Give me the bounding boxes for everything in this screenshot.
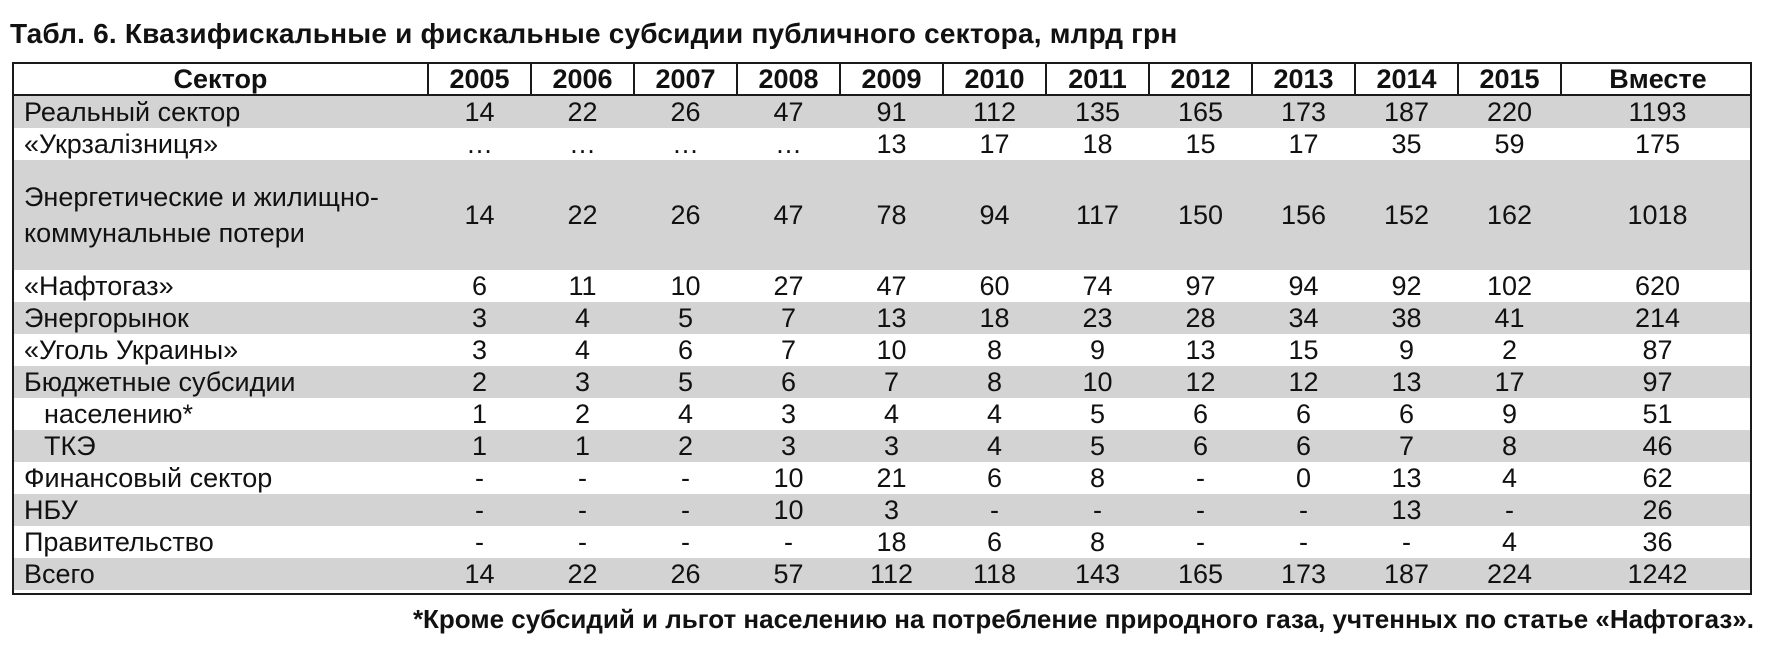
value-cell: 13 xyxy=(1391,463,1422,493)
value-cell: 3 xyxy=(780,399,797,429)
value-cell: 17 xyxy=(979,129,1010,159)
value-cell: 6 xyxy=(986,463,1003,493)
value-cell: 5 xyxy=(1046,430,1149,462)
header-cell: 2015 xyxy=(1458,64,1561,95)
table-row xyxy=(14,334,1752,366)
subsidies-table xyxy=(12,62,1752,595)
value-cell: 26 xyxy=(634,558,737,590)
value-cell: 187 xyxy=(1355,95,1458,128)
table-row xyxy=(14,366,1752,398)
value-cell: 187 xyxy=(1355,558,1458,590)
value-cell: 22 xyxy=(531,558,634,590)
value-cell: 4 xyxy=(1501,463,1518,493)
value-cell: 10 xyxy=(773,463,804,493)
row-label: НБУ xyxy=(14,494,428,526)
value-cell: 4 xyxy=(574,335,591,365)
value-cell: - xyxy=(784,527,793,557)
table-row xyxy=(14,430,1752,462)
value-cell: - xyxy=(1196,463,1205,493)
value-cell: 152 xyxy=(1355,160,1458,270)
value-cell: 28 xyxy=(1149,302,1252,334)
value-cell: - xyxy=(475,527,484,557)
value-cell: 0 xyxy=(1295,463,1312,493)
value-cell: 3 xyxy=(840,430,943,462)
value-cell: 9 xyxy=(1089,335,1106,365)
value-cell: 12 xyxy=(1252,366,1355,398)
value-cell: 91 xyxy=(840,95,943,128)
header-cell: 2012 xyxy=(1149,64,1252,95)
value-cell: … xyxy=(775,129,802,159)
header-cell: 2011 xyxy=(1046,64,1149,95)
value-cell: … xyxy=(466,129,493,159)
value-cell: 34 xyxy=(1252,302,1355,334)
row-label: Реальный сектор xyxy=(14,95,428,128)
row-label: Финансовый сектор xyxy=(24,463,273,493)
value-cell: 10 xyxy=(737,494,840,526)
value-cell: 13 xyxy=(1355,494,1458,526)
value-cell: 112 xyxy=(840,558,943,590)
value-cell: 150 xyxy=(1149,160,1252,270)
value-cell: 1 xyxy=(428,430,531,462)
value-cell: 13 xyxy=(1185,335,1216,365)
value-cell: 18 xyxy=(1082,129,1113,159)
total-cell: 214 xyxy=(1561,302,1752,334)
table-row xyxy=(14,95,1752,128)
value-cell: - xyxy=(578,527,587,557)
value-cell: 14 xyxy=(428,160,531,270)
row-label: Энергетические и жилищно-коммунальные потери xyxy=(14,160,428,270)
value-cell: 18 xyxy=(876,527,907,557)
value-cell: - xyxy=(681,463,690,493)
total-cell: 87 xyxy=(1642,335,1673,365)
value-cell: 3 xyxy=(471,335,488,365)
total-cell: 1193 xyxy=(1561,95,1752,128)
total-cell: 46 xyxy=(1561,430,1752,462)
value-cell: - xyxy=(634,494,737,526)
value-cell: 4 xyxy=(677,399,694,429)
value-cell: 117 xyxy=(1046,160,1149,270)
value-cell: 97 xyxy=(1185,271,1216,301)
value-cell: … xyxy=(672,129,699,159)
value-cell: 57 xyxy=(737,558,840,590)
value-cell: 13 xyxy=(876,129,907,159)
value-cell: 7 xyxy=(737,302,840,334)
value-cell: 2 xyxy=(574,399,591,429)
value-cell: 17 xyxy=(1288,129,1319,159)
value-cell: 6 xyxy=(1398,399,1415,429)
value-cell: 3 xyxy=(737,430,840,462)
row-label: Энергорынок xyxy=(14,302,428,334)
value-cell: 23 xyxy=(1046,302,1149,334)
value-cell: 6 xyxy=(737,366,840,398)
value-cell: 1 xyxy=(531,430,634,462)
value-cell: 7 xyxy=(840,366,943,398)
row-label: Всего xyxy=(14,558,428,590)
value-cell: 92 xyxy=(1391,271,1422,301)
value-cell: - xyxy=(1149,494,1252,526)
value-cell: 13 xyxy=(1355,366,1458,398)
value-cell: 59 xyxy=(1494,129,1525,159)
value-cell: 10 xyxy=(670,271,701,301)
value-cell: 156 xyxy=(1252,160,1355,270)
header-row xyxy=(14,64,1752,95)
value-cell: 60 xyxy=(979,271,1010,301)
value-cell: 9 xyxy=(1398,335,1415,365)
value-cell: 41 xyxy=(1458,302,1561,334)
value-cell: 3 xyxy=(531,366,634,398)
value-cell: - xyxy=(943,494,1046,526)
value-cell: 7 xyxy=(1355,430,1458,462)
value-cell: 118 xyxy=(943,558,1046,590)
total-cell: 26 xyxy=(1561,494,1752,526)
value-cell: 162 xyxy=(1458,160,1561,270)
row-label: «Уголь Украины» xyxy=(24,335,239,365)
value-cell: 14 xyxy=(428,558,531,590)
footnote: *Кроме субсидий и льгот населению на потребление природного газа, учтенных по статье «Нафтогаз». xyxy=(412,604,1754,634)
value-cell: 35 xyxy=(1391,129,1422,159)
table-row xyxy=(14,494,1752,526)
row-label: населению* xyxy=(44,399,194,429)
value-cell: 173 xyxy=(1252,558,1355,590)
value-cell: 135 xyxy=(1046,95,1149,128)
header-cell: Вместе xyxy=(1561,64,1752,95)
total-cell: 36 xyxy=(1642,527,1673,557)
value-cell: 74 xyxy=(1082,271,1113,301)
value-cell: - xyxy=(1196,527,1205,557)
value-cell: - xyxy=(475,463,484,493)
value-cell: 3 xyxy=(840,494,943,526)
value-cell: 7 xyxy=(780,335,797,365)
value-cell: 15 xyxy=(1288,335,1319,365)
row-label: Бюджетные субсидии xyxy=(14,366,428,398)
value-cell: 4 xyxy=(1501,527,1518,557)
value-cell: 10 xyxy=(1046,366,1149,398)
value-cell: 10 xyxy=(876,335,907,365)
value-cell: 6 xyxy=(1149,430,1252,462)
header-cell: 2005 xyxy=(428,64,531,95)
value-cell: 6 xyxy=(1252,430,1355,462)
value-cell: 15 xyxy=(1185,129,1216,159)
total-cell: 175 xyxy=(1634,129,1681,159)
value-cell: - xyxy=(428,494,531,526)
value-cell: 18 xyxy=(943,302,1046,334)
value-cell: 11 xyxy=(568,271,597,301)
total-cell: 97 xyxy=(1561,366,1752,398)
value-cell: 165 xyxy=(1149,95,1252,128)
value-cell: 4 xyxy=(986,399,1003,429)
value-cell: 102 xyxy=(1486,271,1533,301)
value-cell: 5 xyxy=(1089,399,1106,429)
value-cell: 26 xyxy=(634,160,737,270)
row-label: Правительство xyxy=(24,527,214,557)
table-row xyxy=(14,160,1752,270)
value-cell: 6 xyxy=(471,271,488,301)
row-label: «Укрзалізниця» xyxy=(24,129,219,159)
row-label: ТКЭ xyxy=(14,430,428,462)
value-cell: 224 xyxy=(1458,558,1561,590)
value-cell: 8 xyxy=(943,366,1046,398)
value-cell: 9 xyxy=(1501,399,1518,429)
table-row xyxy=(14,398,1752,430)
value-cell: 143 xyxy=(1046,558,1149,590)
value-cell: 1 xyxy=(471,399,488,429)
value-cell: 27 xyxy=(773,271,804,301)
value-cell: 47 xyxy=(737,95,840,128)
value-cell: 6 xyxy=(677,335,694,365)
value-cell: 47 xyxy=(737,160,840,270)
value-cell: 112 xyxy=(943,95,1046,128)
header-cell: Сектор xyxy=(14,64,428,95)
header-cell: 2014 xyxy=(1355,64,1458,95)
total-cell: 1018 xyxy=(1561,160,1752,270)
value-cell: 3 xyxy=(428,302,531,334)
value-cell: 8 xyxy=(1458,430,1561,462)
value-cell: 38 xyxy=(1355,302,1458,334)
value-cell: 21 xyxy=(876,463,907,493)
value-cell: 4 xyxy=(943,430,1046,462)
value-cell: - xyxy=(1299,527,1308,557)
header-cell: 2009 xyxy=(840,64,943,95)
value-cell: 17 xyxy=(1458,366,1561,398)
header-cell: 2010 xyxy=(943,64,1046,95)
value-cell: 5 xyxy=(634,366,737,398)
value-cell: 6 xyxy=(1295,399,1312,429)
value-cell: 94 xyxy=(1288,271,1319,301)
value-cell: 47 xyxy=(876,271,907,301)
table-row xyxy=(14,462,1752,494)
value-cell: 22 xyxy=(531,160,634,270)
table-row xyxy=(14,128,1752,160)
value-cell: 22 xyxy=(531,95,634,128)
value-cell: 26 xyxy=(634,95,737,128)
value-cell: 4 xyxy=(883,399,900,429)
value-cell: 78 xyxy=(840,160,943,270)
value-cell: 12 xyxy=(1149,366,1252,398)
value-cell: … xyxy=(569,129,596,159)
value-cell: 5 xyxy=(634,302,737,334)
value-cell: - xyxy=(578,463,587,493)
value-cell: 2 xyxy=(1501,335,1518,365)
value-cell: 8 xyxy=(986,335,1003,365)
value-cell: 6 xyxy=(1192,399,1209,429)
value-cell: - xyxy=(1402,527,1411,557)
value-cell: 165 xyxy=(1149,558,1252,590)
header-cell: 2013 xyxy=(1252,64,1355,95)
header-cell: 2007 xyxy=(634,64,737,95)
value-cell: - xyxy=(1458,494,1561,526)
total-cell: 51 xyxy=(1642,399,1673,429)
value-cell: - xyxy=(531,494,634,526)
value-cell: 4 xyxy=(531,302,634,334)
value-cell: - xyxy=(1252,494,1355,526)
value-cell: 2 xyxy=(634,430,737,462)
total-cell: 1242 xyxy=(1561,558,1752,590)
table-row xyxy=(14,558,1752,590)
value-cell: 14 xyxy=(428,95,531,128)
value-cell: 6 xyxy=(986,527,1003,557)
table-row xyxy=(14,526,1752,558)
row-label: «Нафтогаз» xyxy=(24,271,174,301)
value-cell: 173 xyxy=(1252,95,1355,128)
value-cell: 13 xyxy=(840,302,943,334)
value-cell: 8 xyxy=(1089,463,1106,493)
total-cell: 620 xyxy=(1634,271,1681,301)
header-cell: 2008 xyxy=(737,64,840,95)
value-cell: 2 xyxy=(428,366,531,398)
value-cell: 8 xyxy=(1089,527,1106,557)
header-cell: 2006 xyxy=(531,64,634,95)
value-cell: 220 xyxy=(1458,95,1561,128)
value-cell: 94 xyxy=(943,160,1046,270)
value-cell: - xyxy=(681,527,690,557)
table-row xyxy=(14,270,1752,302)
value-cell: - xyxy=(1046,494,1149,526)
table-row xyxy=(14,302,1752,334)
table-title: Табл. 6. Квазифискальные и фискальные субсидии публичного сектора, млрд грн xyxy=(10,18,1178,49)
total-cell: 62 xyxy=(1642,463,1673,493)
